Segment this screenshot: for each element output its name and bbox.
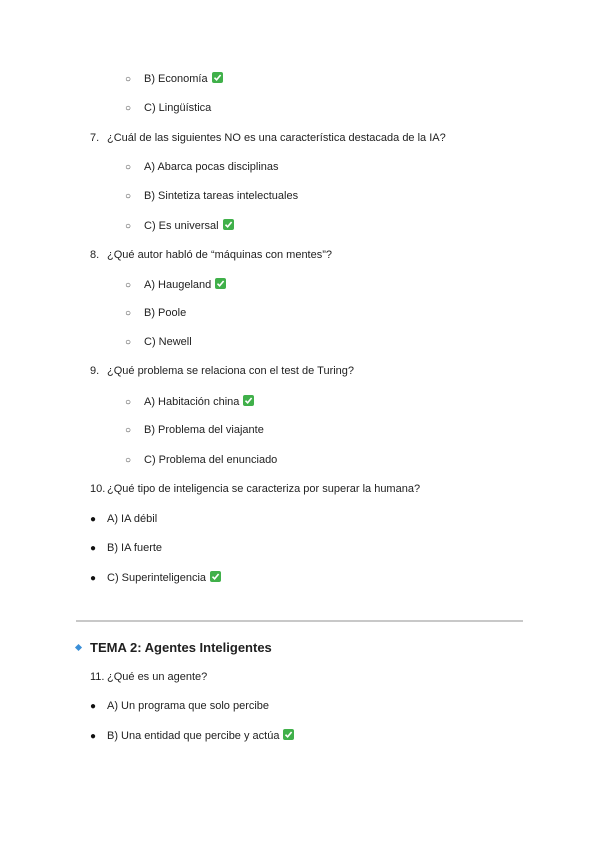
check-icon [223,219,234,230]
horizontal-divider [76,620,523,622]
open-bullet: ○ [125,455,132,466]
check-icon [210,571,221,582]
question-10: 10. ¿Qué tipo de inteligencia se caracteriza por superar la humana? [90,483,421,495]
option-7b: ○ B) Sintetiza tareas intelectuales [125,190,299,202]
option-11b: ● B) Una entidad que percibe y actúa [90,728,294,744]
option-10b: ● B) IA fuerte [90,542,163,554]
option-10c: ● C) Superinteligencia [90,570,221,586]
filled-bullet: ● [90,543,97,554]
open-bullet: ○ [125,397,132,408]
open-bullet: ○ [125,337,132,348]
option-11a: ● A) Un programa que solo percibe [90,700,270,712]
option-7c: ○ C) Es universal [125,218,234,234]
open-bullet: ○ [125,308,132,319]
section-heading: TEMA 2: Agentes Inteligentes [76,640,272,655]
option-10a: ● A) IA débil [90,513,158,525]
option-8b: ○ B) Poole [125,307,187,319]
check-icon [283,729,294,740]
check-icon [212,72,223,83]
check-icon [215,278,226,289]
open-bullet: ○ [125,221,132,232]
open-bullet: ○ [125,162,132,173]
open-bullet: ○ [125,425,132,436]
question-11: 11. ¿Qué es un agente? [90,671,208,683]
question-8: 8. ¿Qué autor habló de “máquinas con mentes”? [90,249,333,261]
open-bullet: ○ [125,191,132,202]
diamond-icon [75,644,82,651]
open-bullet: ○ [125,103,132,114]
question-9: 9. ¿Qué problema se relaciona con el test de Turing? [90,365,355,377]
option-9a: ○ A) Habitación china [125,394,254,410]
filled-bullet: ● [90,701,97,712]
filled-bullet: ● [90,573,97,584]
option-7a: ○ A) Abarca pocas disciplinas [125,161,279,173]
option-6c: ○ C) Lingüística [125,102,212,114]
filled-bullet: ● [90,731,97,742]
question-7: 7. ¿Cuál de las siguientes NO es una característica destacada de la IA? [90,132,446,144]
open-bullet: ○ [125,74,132,85]
filled-bullet: ● [90,514,97,525]
open-bullet: ○ [125,280,132,291]
option-8c: ○ C) Newell [125,336,192,348]
check-icon [243,395,254,406]
option-9b: ○ B) Problema del viajante [125,424,264,436]
option-6b: ○ B) Economía [125,71,223,87]
option-9c: ○ C) Problema del enunciado [125,454,278,466]
option-8a: ○ A) Haugeland [125,277,226,293]
